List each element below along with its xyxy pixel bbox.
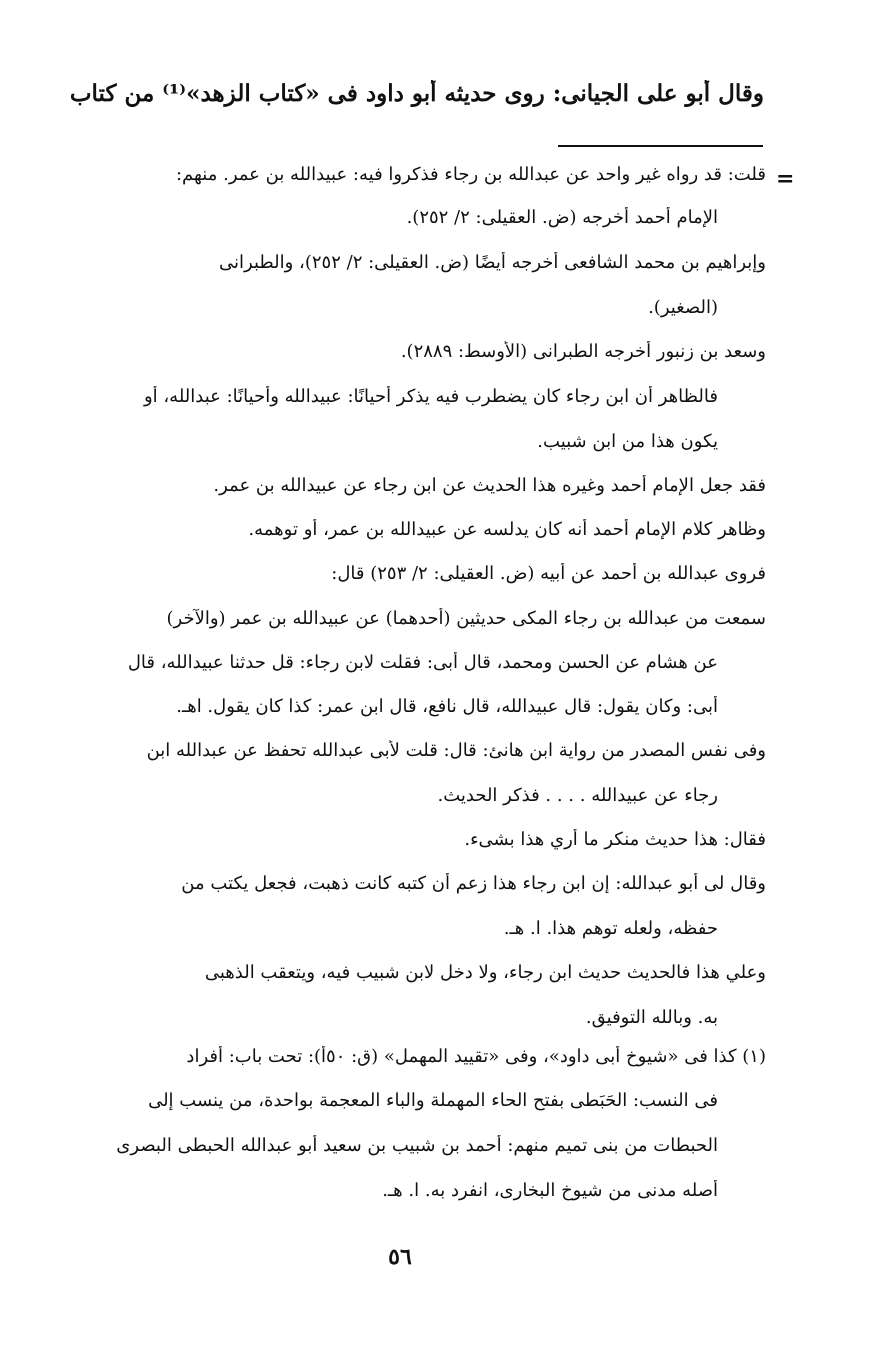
commentary-line: فقال: هذا حديث منكر ما أري هذا بشىء. bbox=[464, 829, 766, 850]
commentary-line: فقد جعل الإمام أحمد وغيره هذا الحديث عن ابن رجاء عن عبيدالله بن عمر. bbox=[213, 475, 766, 496]
commentary-line: الإمام أحمد أخرجه (ض. العقيلى: ٢/ ٢٥٢). bbox=[406, 207, 718, 228]
commentary-line: أبى: وكان يقول: قال عبيدالله، قال نافع، قال ابن عمر: كذا كان يقول. اهـ. bbox=[176, 696, 718, 717]
commentary-line: عن هشام عن الحسن ومحمد، قال أبى: فقلت لابن رجاء: قل حدثنا عبيدالله، قال bbox=[127, 652, 718, 673]
commentary-line: وسعد بن زنبور أخرجه الطبرانى (الأوسط: ٢٨٨٩). bbox=[400, 341, 766, 362]
footnote-line: أصله مدنى من شيوخ البخارى، انفرد به. ا. هـ. bbox=[382, 1180, 718, 1201]
commentary-line: فالظاهر أن ابن رجاء كان يضطرب فيه يذكر أحيانًا: عبيدالله وأحيانًا: عبدالله، أو bbox=[143, 386, 718, 407]
main-text-line: وقال أبو على الجيانى: روى حديثه أبو داود فى «كتاب الزهد»⁽¹⁾ من كتاب bbox=[69, 80, 764, 107]
commentary-line: حفظه، ولعله توهم هذا. ا. هـ. bbox=[503, 918, 718, 939]
commentary-line: فروى عبدالله بن أحمد عن أبيه (ض. العقيلى: ٢/ ٢٥٣) قال: bbox=[331, 563, 766, 584]
footnote-separator bbox=[558, 145, 763, 147]
footnote-line: فى النسب: الحَبَطى بفتح الحاء المهملة والباء المعجمة بواحدة، من ينسب إلى bbox=[148, 1090, 718, 1111]
commentary-line: وفى نفس المصدر من رواية ابن هانئ: قال: قلت لأبى عبدالله تحفظ عن عبدالله ابن bbox=[146, 740, 766, 761]
page-number: ٥٦ bbox=[388, 1244, 412, 1270]
commentary-line: به. وبالله التوفيق. bbox=[585, 1007, 718, 1028]
commentary-line: (الصغير). bbox=[648, 297, 718, 318]
commentary-line: رجاء عن عبيدالله . . . . فذكر الحديث. bbox=[437, 785, 718, 806]
footnote-line: (١) كذا فى «شيوخ أبى داود»، وفى «تقييد المهمل» (ق: ٥٠أ): تحت باب: أفراد bbox=[186, 1046, 766, 1067]
commentary-line: وظاهر كلام الإمام أحمد أنه كان يدلسه عن عبيدالله بن عمر، أو توهمه. bbox=[248, 519, 766, 540]
footnote-line: الحبطات من بنى تميم منهم: أحمد بن شبيب بن سعيد أبو عبدالله الحبطى البصرى bbox=[116, 1135, 718, 1156]
continuation-mark: = bbox=[776, 166, 795, 192]
commentary-line: قلت: قد رواه غير واحد عن عبدالله بن رجاء فذكروا فيه: عبيدالله بن عمر. منهم: bbox=[175, 164, 766, 185]
commentary-line: سمعت من عبدالله بن رجاء المكى حديثين (أحدهما) عن عبيدالله بن عمر (والآخر) bbox=[166, 608, 766, 629]
commentary-line: وقال لى أبو عبدالله: إن ابن رجاء هذا زعم أن كتبه كانت ذهبت، فجعل يكتب من bbox=[181, 873, 766, 894]
commentary-line: يكون هذا من ابن شبيب. bbox=[537, 431, 718, 452]
commentary-line: وعلي هذا فالحديث حديث ابن رجاء، ولا دخل لابن شبيب فيه، ويتعقب الذهبى bbox=[204, 962, 766, 983]
commentary-line: وإبراهيم بن محمد الشافعى أخرجه أيضًا (ض. العقيلى: ٢/ ٢٥٢)، والطبرانى bbox=[219, 252, 766, 273]
